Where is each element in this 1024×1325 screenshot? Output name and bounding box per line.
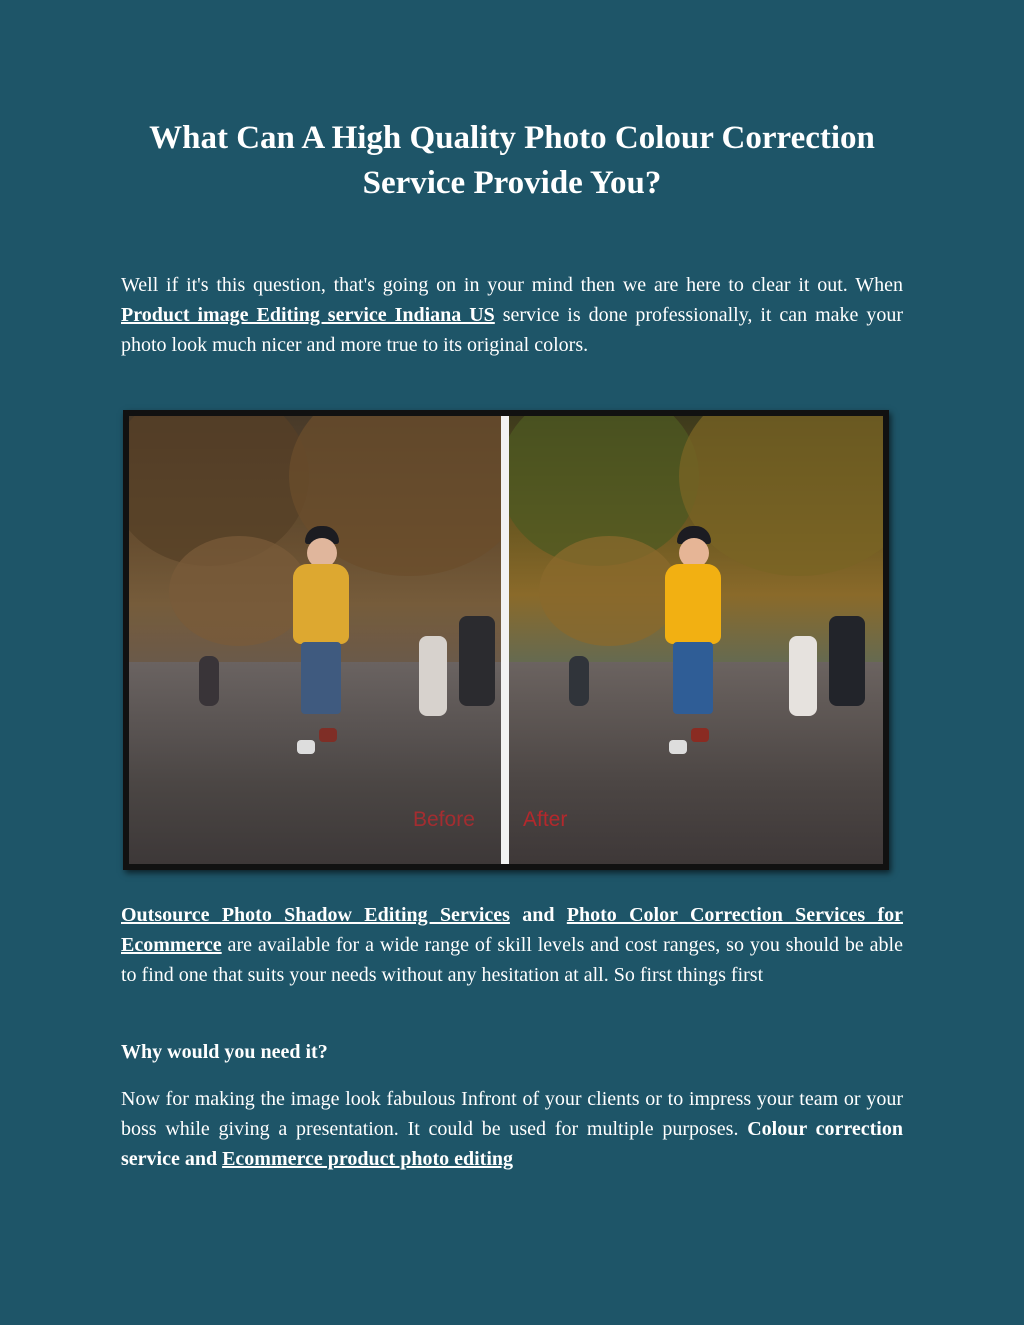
services-text-after: are available for a wide range of skill levels and cost ranges, so you should be able to find one that suits your needs without any hesitation at all. So first things first bbox=[121, 934, 903, 986]
services-paragraph bbox=[121, 900, 903, 990]
intro-paragraph bbox=[121, 270, 903, 360]
color-correction-ecommerce-link[interactable]: Photo Color Correction Services for Ecommerce bbox=[121, 904, 903, 956]
outsource-shadow-editing-link[interactable]: Outsource Photo Shadow Editing Services bbox=[121, 904, 510, 926]
after-label: After bbox=[523, 808, 568, 831]
purposes-paragraph bbox=[121, 1084, 903, 1174]
before-label: Before bbox=[413, 808, 475, 831]
services-connector: and bbox=[509, 904, 567, 926]
intro-text-before: Well if it's this question, that's going on in your mind then we are here to clear it out. When bbox=[121, 274, 903, 296]
before-after-image bbox=[123, 410, 889, 870]
page-title: What Can A High Quality Photo Colour Correction Service Provide You? bbox=[149, 120, 875, 201]
before-after-divider bbox=[501, 416, 509, 864]
after-photo bbox=[509, 416, 883, 864]
why-need-heading: Why would you need it? bbox=[121, 1041, 328, 1063]
ecommerce-photo-editing-link[interactable]: Ecommerce product photo editing bbox=[222, 1148, 514, 1170]
purposes-bold-text: Colour correction service and bbox=[121, 1118, 903, 1170]
purposes-text-before: Now for making the image look fabulous Infront of your clients or to impress your team or your boss while giving a presentation. It could be used for multiple purposes. bbox=[121, 1088, 903, 1140]
product-image-editing-link[interactable]: Product image Editing service Indiana US bbox=[121, 304, 495, 326]
before-photo bbox=[129, 416, 501, 864]
intro-text-after: service is done professionally, it can make your photo look much nicer and more true to its original colors. bbox=[121, 304, 904, 356]
